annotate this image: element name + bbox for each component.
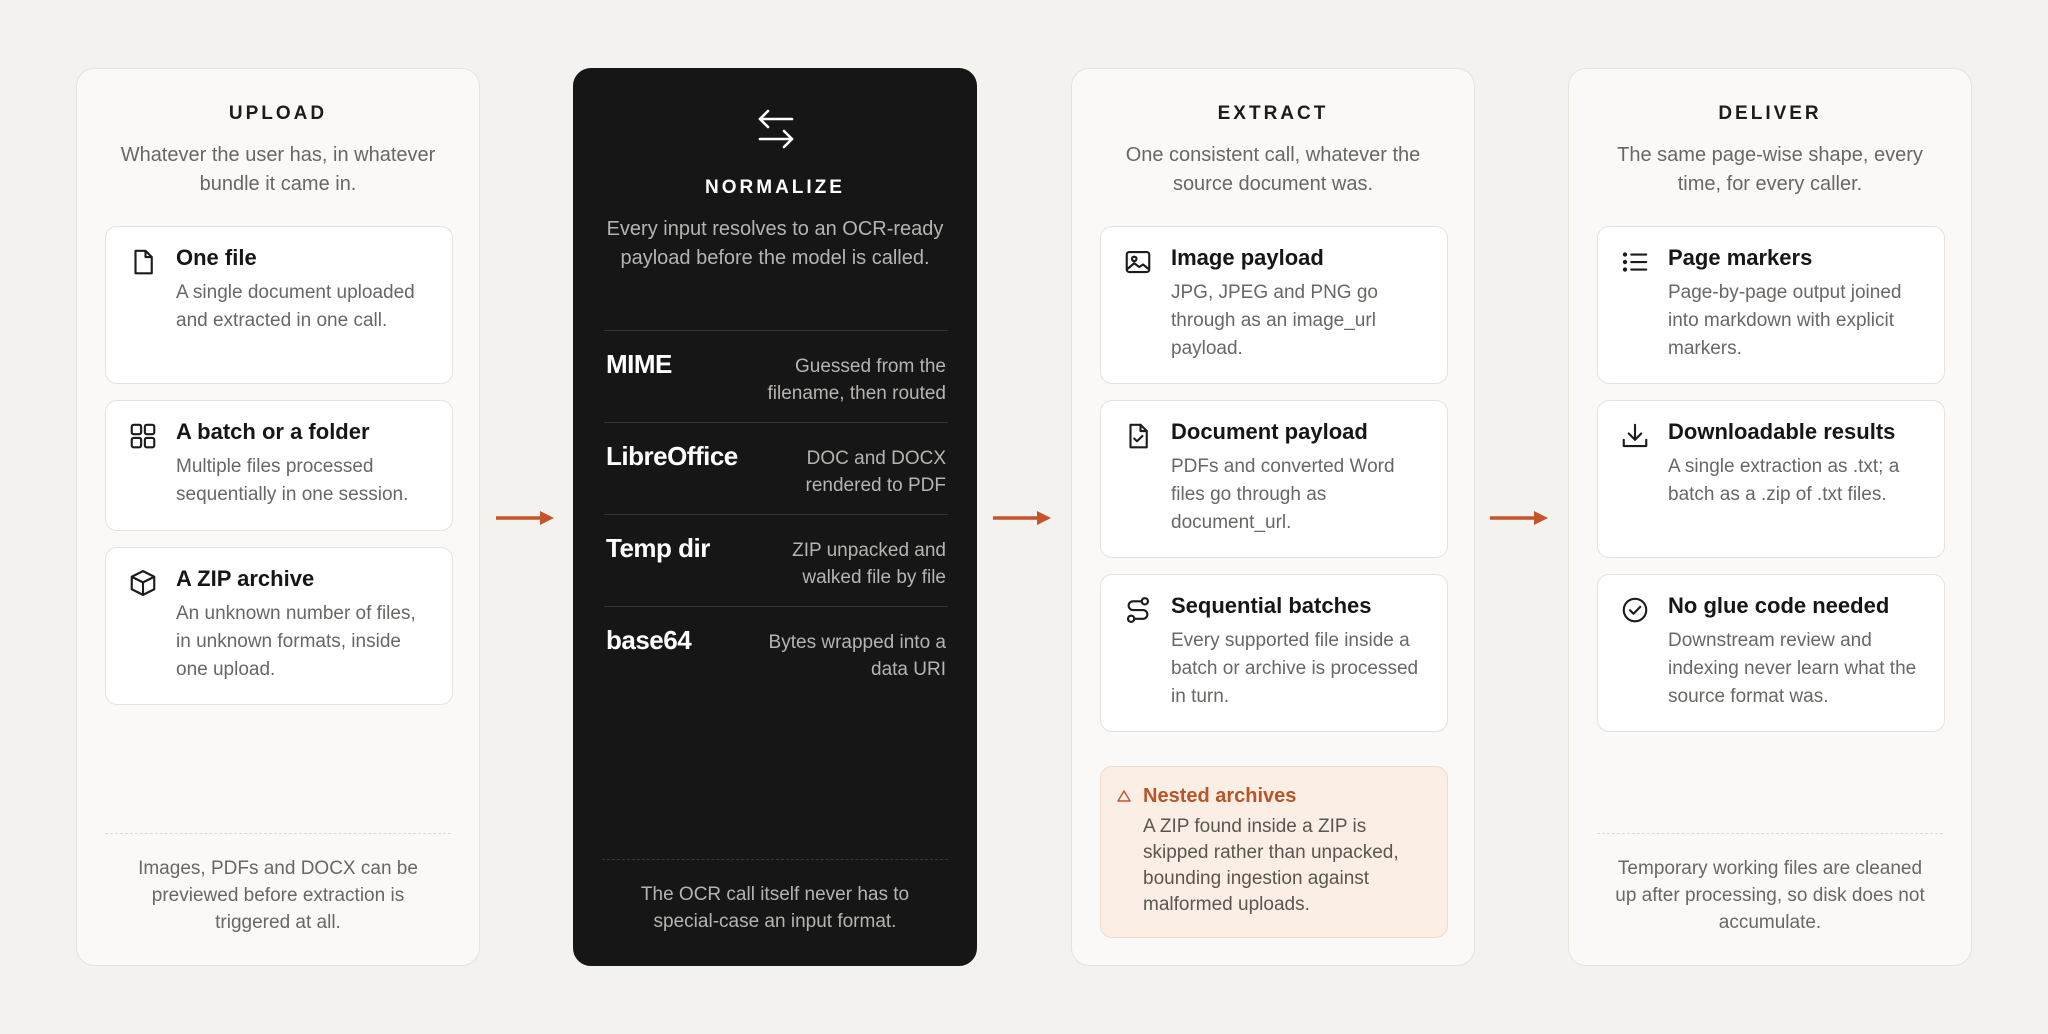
- deliver-column: [1568, 68, 1972, 966]
- row-key: MIME: [606, 349, 672, 379]
- card-image-payload: [1100, 226, 1448, 384]
- row-value: Bytes wrapped into a data URI: [768, 632, 946, 680]
- column-title: EXTRACT: [1217, 103, 1329, 124]
- column-footer: The OCR call itself never has to special-case an input format.: [640, 884, 910, 932]
- divider: [1597, 833, 1943, 834]
- card-description: PDFs and converted Word files go through as document_url.: [1171, 456, 1395, 533]
- normalize-row-libreoffice: [604, 422, 948, 514]
- row-value: DOC and DOCX rendered to PDF: [805, 448, 946, 496]
- card-description: Page-by-page output joined into markdown with explicit markers.: [1668, 282, 1902, 359]
- normalize-row-tempdir: [604, 514, 948, 606]
- column-title: DELIVER: [1718, 103, 1822, 124]
- card-description: Multiple files processed sequentially in one session.: [176, 456, 409, 505]
- column-title: UPLOAD: [228, 103, 328, 124]
- card-description: JPG, JPEG and PNG go through as an image_url payload.: [1171, 282, 1378, 359]
- card-description: A single document uploaded and extracted in one call.: [176, 282, 415, 331]
- box-icon: [128, 568, 158, 598]
- flow-arrow: [1488, 506, 1550, 530]
- card-title: One file: [176, 245, 257, 270]
- flow-arrow: [494, 506, 556, 530]
- card-description: A single extraction as .txt; a batch as a .zip of .txt files.: [1668, 456, 1900, 505]
- extract-column: [1071, 68, 1475, 966]
- card-description: An unknown number of files, in unknown formats, inside one upload.: [176, 603, 416, 680]
- row-value: ZIP unpacked and walked file by file: [792, 540, 946, 588]
- row-key: base64: [606, 625, 692, 655]
- card-batch-folder: [105, 400, 453, 531]
- row-key: LibreOffice: [606, 441, 738, 471]
- column-subtitle: The same page-wise shape, every time, for every caller.: [1617, 144, 1923, 195]
- row-key: Temp dir: [606, 533, 710, 563]
- warning-description: A ZIP found inside a ZIP is skipped rather than unpacked, bounding ingestion against malformed uploads.: [1143, 816, 1399, 915]
- card-title: No glue code needed: [1668, 593, 1890, 618]
- column-title: NORMALIZE: [705, 177, 845, 198]
- card-sequential-batches: [1100, 574, 1448, 732]
- normalize-row-base64: [604, 606, 948, 698]
- row-value: Guessed from the filename, then routed: [767, 356, 946, 404]
- card-title: Document payload: [1171, 419, 1368, 444]
- upload-column: [76, 68, 480, 966]
- file-icon: [128, 247, 158, 277]
- card-title: Downloadable results: [1668, 419, 1896, 444]
- column-subtitle: One consistent call, whatever the source document was.: [1125, 144, 1421, 195]
- card-downloadable-results: [1597, 400, 1945, 558]
- list-icon: [1620, 247, 1650, 277]
- check-circle-icon: [1620, 595, 1650, 625]
- image-icon: [1123, 247, 1153, 277]
- card-zip-archive: [105, 547, 453, 705]
- swap-arrows-icon: [750, 103, 802, 155]
- card-one-file: [105, 226, 453, 384]
- route-icon: [1123, 595, 1153, 625]
- warning-icon: [1117, 789, 1131, 803]
- card-page-markers: [1597, 226, 1945, 384]
- file-check-icon: [1123, 421, 1153, 451]
- card-no-glue-code: [1597, 574, 1945, 732]
- column-footer: Images, PDFs and DOCX can be previewed before extraction is triggered at all.: [138, 858, 418, 933]
- card-title: A ZIP archive: [176, 566, 315, 591]
- card-title: Image payload: [1171, 245, 1324, 270]
- column-footer: Temporary working files are cleaned up after processing, so disk does not accumulate.: [1615, 858, 1925, 933]
- column-subtitle: Every input resolves to an OCR-ready payload before the model is called.: [606, 218, 944, 269]
- divider: [602, 859, 948, 860]
- card-title: Sequential batches: [1171, 593, 1372, 618]
- grid-icon: [128, 421, 158, 451]
- divider: [105, 833, 451, 834]
- warning-callout: [1100, 766, 1448, 938]
- warning-title: Nested archives: [1143, 785, 1297, 807]
- card-title: A batch or a folder: [176, 419, 370, 444]
- card-description: Every supported file inside a batch or archive is processed in turn.: [1171, 630, 1419, 707]
- flow-arrow: [991, 506, 1053, 530]
- card-description: Downstream review and indexing never learn what the source format was.: [1668, 630, 1917, 707]
- card-document-payload: [1100, 400, 1448, 558]
- download-icon: [1620, 421, 1650, 451]
- card-title: Page markers: [1668, 245, 1813, 270]
- column-subtitle: Whatever the user has, in whatever bundle it came in.: [120, 144, 436, 195]
- normalize-column: [573, 68, 977, 966]
- normalize-row-mime: [604, 330, 948, 422]
